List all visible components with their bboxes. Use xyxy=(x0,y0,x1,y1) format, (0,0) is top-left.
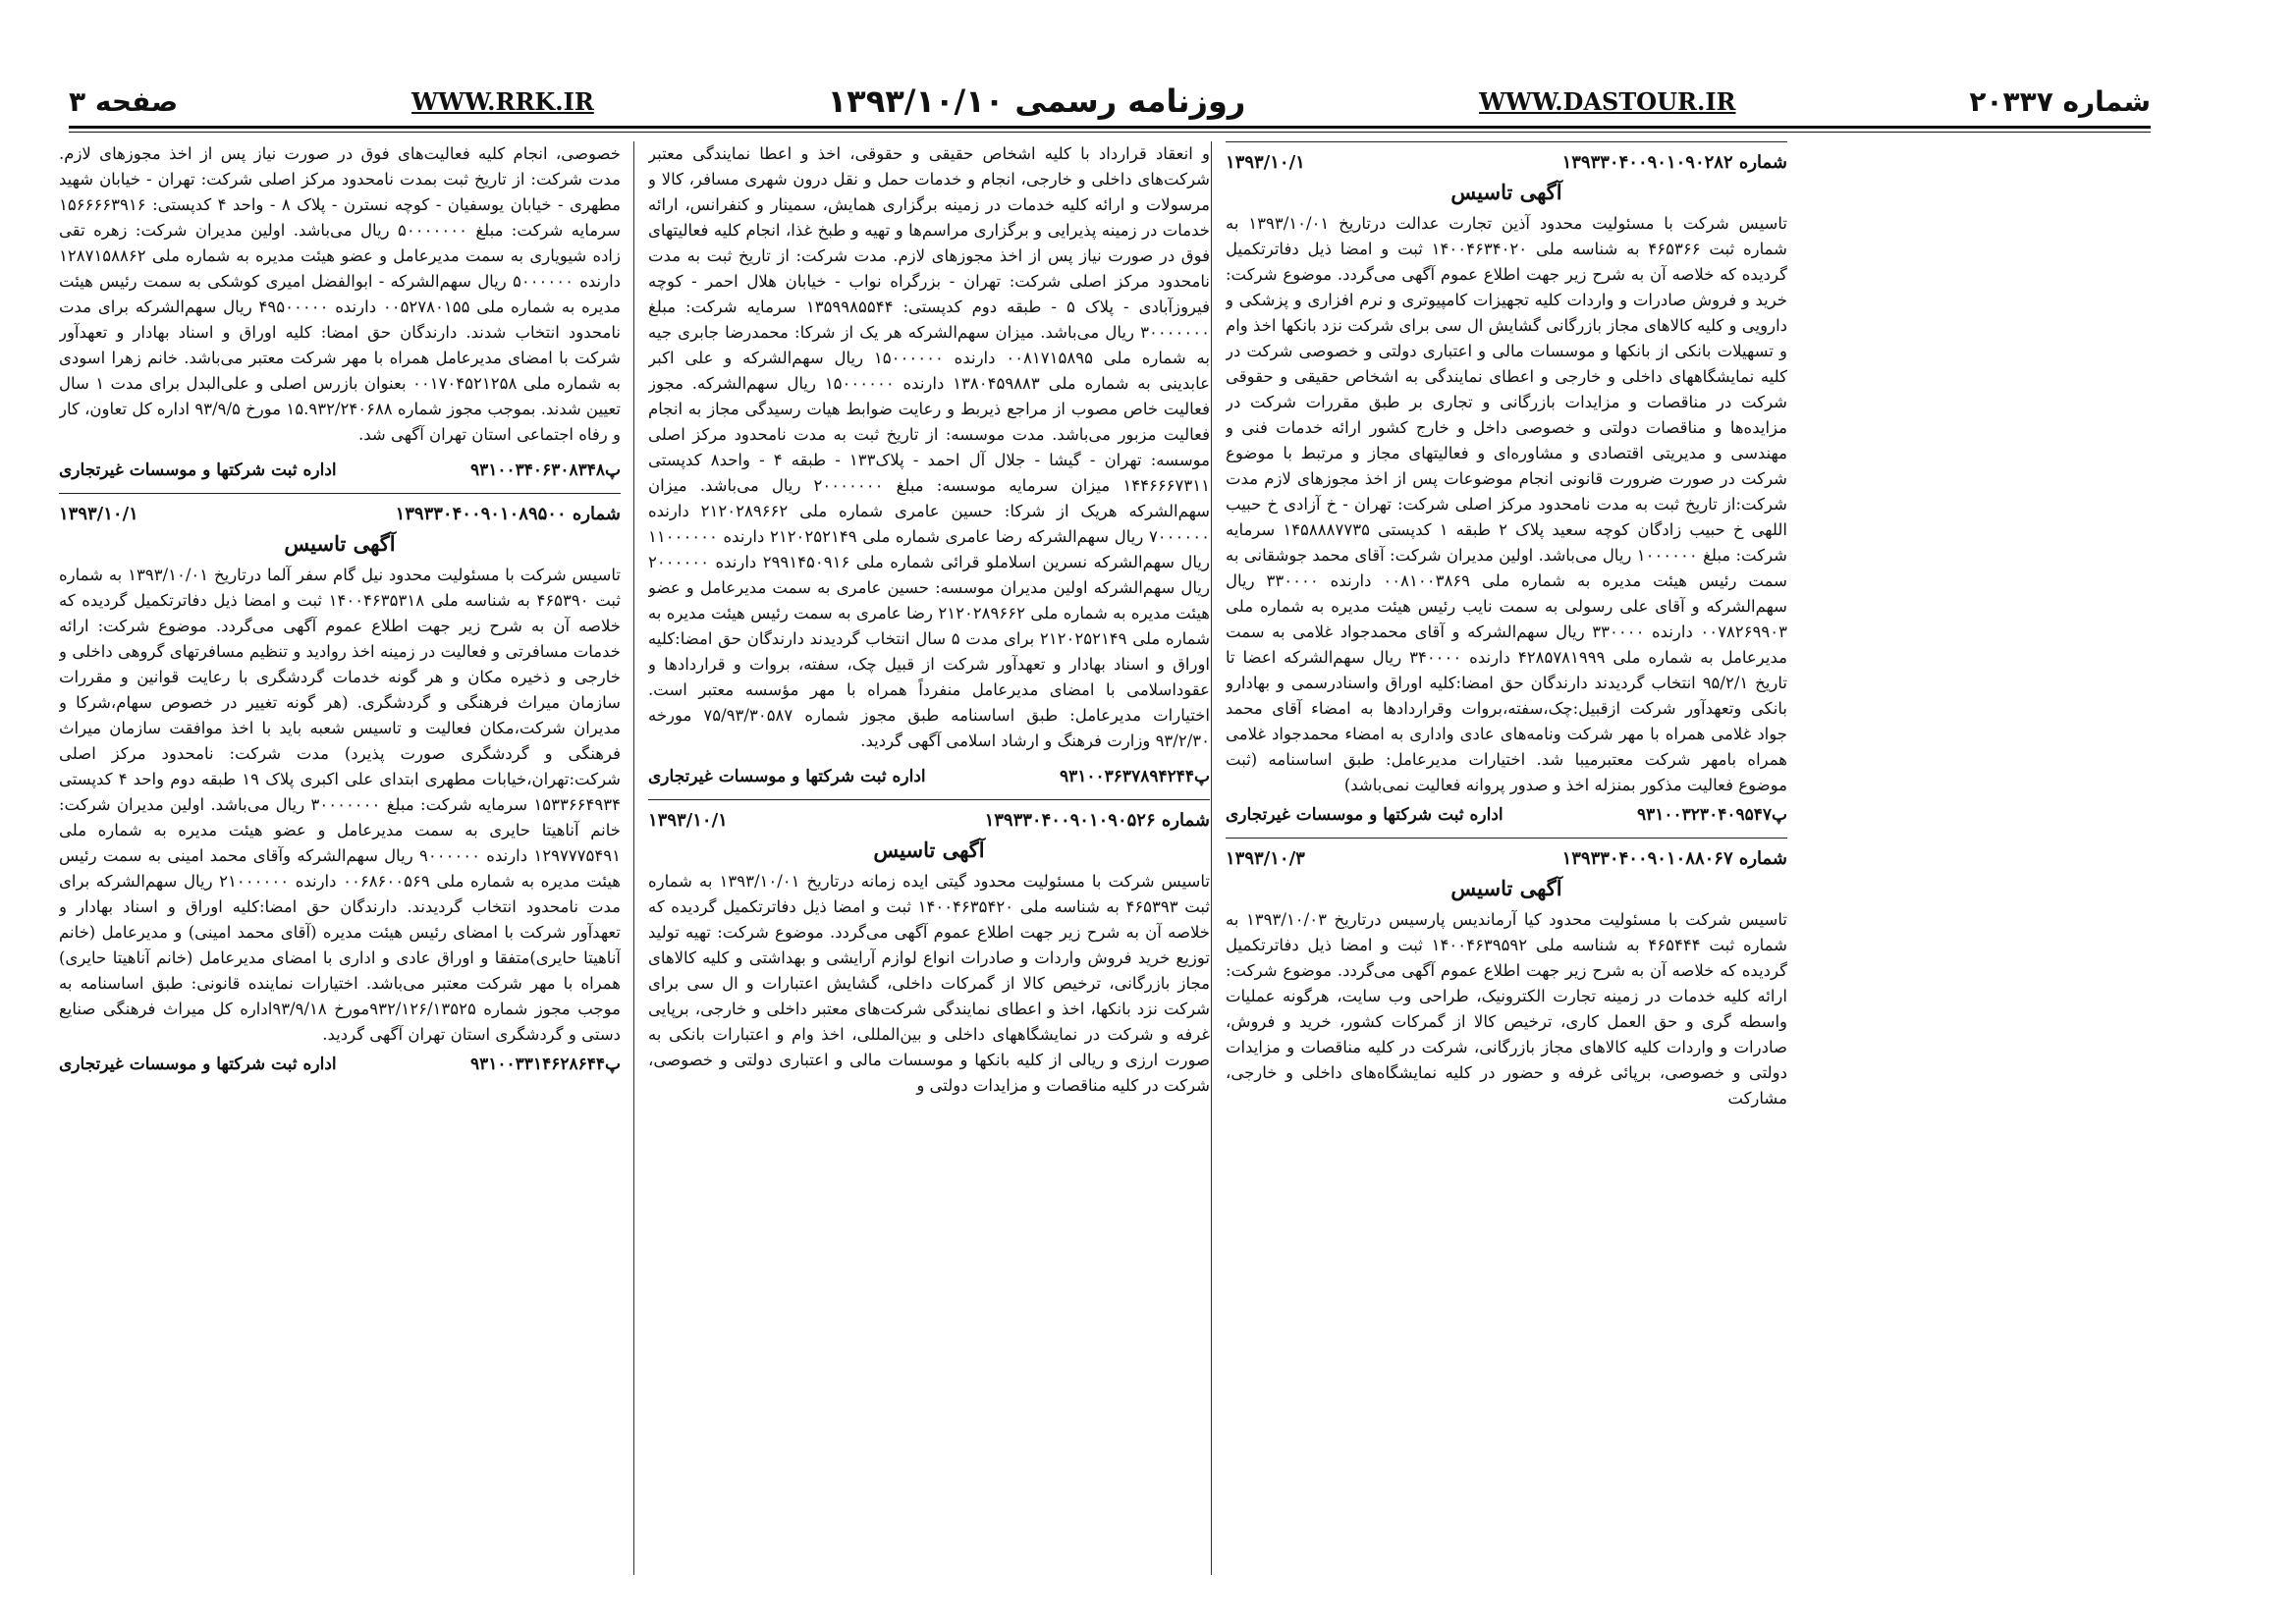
notice-header xyxy=(648,799,1210,834)
notice-body: تاسیس شرکت با مسئولیت محدود گیتی ایده زمانه درتاریخ ۱۳۹۳/۱۰/۰۱ به شماره ثبت ۴۶۵۳۹۳ به شناسه ملی ۱۴۰۰۴۶۳۵۴۲۰ ثبت و امضا ذیل دفاترتکمیل گردیده که خلاصه آن به شرح زیر جهت اطلاع عموم آگهی می‌گردد. موضوع شرکت: تهیه تولید توزیع خرید فروش واردات و صادرات انواع لوازم آرایشی و بهداشتی و کلیه کالاهای مجاز بازرگانی، ترخیص کالا از گمرکات داخلی، گشایش اعتبارات و ال سی برای شرکت نزد بانکها، اخذ و اعطای نمایندگی شرکت‌های معتبر داخلی و خارجی، برپایی غرفه و شرکت در نمایشگاههای داخلی و بین‌المللی، اخذ وام و اعتبارات بانکی به صورت ارزی و ریالی از کلیه بانکها و موسسات مالی و اعتباری دولتی و خصوصی، شرکت در کلیه مناقصات و مزایدات دولتی و xyxy=(648,872,1210,1095)
notice-title: آگهی تاسیس xyxy=(1450,180,1562,204)
site-link-rrk[interactable]: WWW.RRK.IR xyxy=(411,86,594,116)
notice-header xyxy=(59,493,621,527)
notice-header xyxy=(1226,838,1787,872)
notice-title: آگهی تاسیس xyxy=(1450,876,1562,900)
notice xyxy=(1226,141,1787,828)
notice xyxy=(648,799,1210,1099)
notice-body: تاسیس شرکت با مسئولیت محدود آذین تجارت عدالت درتاریخ ۱۳۹۳/۱۰/۰۱ به شماره ثبت ۴۶۵۳۶۶ به شناسه ملی ۱۴۰۰۴۶۳۴۰۲۰ ثبت و امضا ذیل دفاترتکمیل گردیده که خلاصه آن به شرح زیر جهت اطلاع عموم آگهی می‌گردد. موضوع شرکت: خرید و فروش صادرات و واردات کلیه تجهیزات کامپیوتری و نرم افزاری و پزشکی و دارویی و کلیه کالاهای مجاز بازرگانی گشایش ال سی برای شرکت نزد بانکها اخذ وام و تسهیلات بانکی از بانکها و موسسات مالی و اعتباری دولتی و خصوصی شرکت در کلیه نمایشگاههای داخلی و خارجی و اعطای نمایندگی به اشخاص حقیقی و حقوقی شرکت در مناقصات و مزایدات بازرگانی و تجاری بر طبق مقررات شرکت در مزایده‌ها و مناقصات دولتی و خصوصی داخل و خارج کشور ارائه خدمات فنی و مهندسی و مدیریتی اقتصادی و مشاوره‌ای و فعالیتهای مجاز و مرتبط با موضوع شرکت در صورت ضرورت قانونی انجام موضوعات پس از اخذ مجوزهای لازم مدت شرکت:از تاریخ ثبت به مدت نامحدود مرکز اصلی شرکت: تهران - خ آزادی خ حبیب اللهی خ حبیب زادگان کوچه سعید پلاک ۲ طبقه ۱ کدپستی ۱۴۵۸۸۸۷۷۳۵ سرمایه شرکت: مبلغ ۱۰۰۰۰۰۰ ریال می‌باشد. اولین مدیران شرکت: آقای محمد جوشقانی به سمت رئیس هیئت مدیره به شماره ملی ۰۰۸۱۰۰۳۸۶۹ دارنده ۳۳۰۰۰۰ ریال سهم‌الشرکه و آقای علی رسولی به سمت نایب رئیس هیئت مدیره به شماره ملی ۰۰۷۸۲۶۹۹۰۳ دارنده ۳۳۰۰۰۰ ریال سهم‌الشرکه و آقای محمدجواد غلامی به سمت مدیرعامل به شماره ملی ۴۲۸۵۷۸۱۹۹۹ دارنده ۳۴۰۰۰۰ ریال سهم‌الشرکه اعضا تا تاریخ ۹۵/۲/۱ انتخاب گردیدند دارندگان حق امضا:کلیه اوراق واسنادرسمی و بهادارو بانکی وتعهدآور شرکت ازقبیل:چک،سفته،بروات وقراردادها به امضاء آقای محمد جواد غلامی همراه با مهر شرکت ونامه‌های عادی واداری به امضاء محمدجواد غلامی همراه بامهر شرکت معتبرمیبا شد. اختیارات مدیرعامل: طبق اساسنامه (ثبت موضوع فعالیت مذکور بمنزله اخذ و صدور پروانه فعالیت نمی‌باشد) xyxy=(1226,214,1787,794)
header-rule-thin xyxy=(69,132,2151,133)
column-right xyxy=(1226,141,1787,1581)
header-rule xyxy=(69,126,2151,129)
notice-footer xyxy=(59,1052,621,1077)
newspaper-title: روزنامه رسمی ۱۳۹۳/۱۰/۱۰ xyxy=(827,82,1246,120)
column-left xyxy=(59,141,621,1581)
notice-office: اداره ثبت شرکتها و موسسات غیرتجاری xyxy=(1226,805,1503,825)
notice-body: تاسیس شرکت با مسئولیت محدود نیل گام سفر آلما درتاریخ ۱۳۹۳/۱۰/۰۱ به شماره ثبت ۴۶۵۳۹۰ به شناسه ملی ۱۴۰۰۴۶۳۵۳۱۸ ثبت و امضا ذیل دفاترتکمیل گردیده که خلاصه آن به شرح زیر جهت اطلاع عموم آگهی می‌گردد. موضوع شرکت: ارائه خدمات مسافرتی و فعالیت در زمینه اخذ روادید و تنظیم مسافرتهای گروهی داخلی و خارجی و ذخیره مکان و هر گونه خدمات گردشگری با رعایت قوانین و مقررات سازمان میراث فرهنگی و گردشگری. (هر گونه تغییر در خصوص سهام،شرکا و مدیران شرکت،مکان فعالیت و تاسیس شعبه باید با اخذ موافقت سازمان میراث فرهنگی و گردشگری صورت پذیرد) مدت شرکت: نامحدود مرکز اصلی شرکت:تهران،خیابات مطهری ابتدای علی اکبری پلاک ۱۹ طبقه دوم واحد ۴ کدپستی ۱۵۳۳۶۶۴۹۳۴ سرمایه شرکت: مبلغ ۳۰۰۰۰۰۰۰ ریال می‌باشد. اولین مدیران شرکت: خانم آناهیتا حایری به سمت مدیرعامل و عضو هیئت مدیره به شماره ملی ۱۲۹۷۷۷۵۴۹۱ دارنده ۹۰۰۰۰۰۰ ریال سهم‌الشرکه وآقای محمد امینی به سمت رئیس هیئت مدیره به شماره ملی ۰۰۶۸۶۰۰۵۶۹ دارنده ۲۱۰۰۰۰۰۰ ریال سهم‌الشرکه برای مدت نامحدود انتخاب گردیدند. دارندگان حق امضا:کلیه اوراق و اسناد بهادار و تعهدآور شرکت با امضای رئیس هیئت مدیره (آقای محمد امینی) و مدیرعامل (خانم آناهیتا حایری)متفقا و اوراق عادی و اداری با امضای مدیرعامل (خانم آناهیتا حایری) همراه با مهر شرکت معتبر می‌باشد. اختیارات نماینده قانونی: طبق اساسنامه به موجب مجوز شماره ۹۳۲/۱۲۶/۱۳۵۲۵مورخ ۹۳/۹/۱۸اداره کل میراث فرهنگی صنایع دستی و گردشگری استان تهران آگهی گردید. xyxy=(59,566,621,1044)
column-middle xyxy=(648,141,1210,1581)
notice-code: پ۹۳۱۰۰۳۳۱۴۶۲۸۶۴۴ xyxy=(470,1055,621,1074)
notice-code: پ۹۳۱۰۰۳۴۰۶۳۰۸۳۴۸ xyxy=(470,460,621,480)
notice-number: شماره ۱۳۹۳۳۰۴۰۰۹۰۱۰۸۹۵۰۰ xyxy=(395,504,621,524)
site-link-dastour[interactable]: WWW.DASTOUR.IR xyxy=(1479,86,1736,116)
notice xyxy=(59,493,621,1077)
notice-date: ۱۳۹۳/۱۰/۱ xyxy=(648,810,728,831)
page-header xyxy=(69,79,2151,124)
notice-footer xyxy=(1226,802,1787,828)
notice-office: اداره ثبت شرکتها و موسسات غیرتجاری xyxy=(59,1055,337,1074)
notice-code: پ۹۳۱۰۰۳۶۳۷۸۹۴۲۴۴ xyxy=(1060,767,1210,786)
notice-number: شماره ۱۳۹۳۳۰۴۰۰۹۰۱۰۸۸۰۶۷ xyxy=(1561,848,1787,869)
notice-header xyxy=(1226,141,1787,176)
notice-office: اداره ثبت شرکتها و موسسات غیرتجاری xyxy=(648,767,926,786)
notice-date: ۱۳۹۳/۱۰/۱ xyxy=(1226,152,1305,173)
notice xyxy=(1226,838,1787,1111)
column-divider xyxy=(633,141,634,1575)
page-number: صفحه ۳ xyxy=(69,84,179,118)
notice-body: تاسیس شرکت با مسئولیت محدود کیا آرماندیس پارسیس درتاریخ ۱۳۹۳/۱۰/۰۳ به شماره ثبت ۴۶۵۴۴۴ به شناسه ملی ۱۴۰۰۴۶۳۹۵۹۲ ثبت و امضا ذیل دفاترتکمیل گردیده که خلاصه آن به شرح زیر جهت اطلاع عموم آگهی می‌گردد. موضوع شرکت: ارائه کلیه خدمات در زمینه تجارت الکترونیک، طراحی وب سایت، هرگونه عملیات واسطه گری و حق العمل کاری، ترخیص کالا از گمرکات کشور، خرید و فروش، صادرات و واردات کلیه کالاهای مجاز بازرگانی، شرکت در کلیه مناقصات و مزایدات دولتی و خصوصی، برپائی غرفه و حضور در کلیه نمایشگاه‌های داخلی و خارجی، مشارکت xyxy=(1226,910,1787,1108)
column-divider xyxy=(1211,141,1212,1575)
continued-text: و انعقاد قرارداد با کلیه اشخاص حقیقی و حقوقی، اخذ و اعطا نمایندگی معتبر شرکت‌های داخلی و خارجی، انجام و خدمات حمل و نقل درون شهری مسافر، کالا و مرسولات و ارائه کلیه خدمات در زمینه برگزاری همایش، سمینار و کنفرانس، ارائه خدمات در زمینه پذیرایی و برگزاری مراسم‌ها و تهیه و طبخ غذا، انجام کلیه فعالیتهای فوق در صورت نیاز پس از اخذ مجوزهای لازم. مدت شرکت: از تاریخ ثبت به مدت نامحدود مرکز اصلی شرکت: تهران - بزرگراه نواب - خیابان هلال احمر - کوچه فیروزآبادی - پلاک ۵ - طبقه دوم کدپستی: ۱۳۵۹۹۸۵۵۴۴ سرمایه شرکت: مبلغ ۳۰۰۰۰۰۰۰ ریال می‌باشد. میزان سهم‌الشرکه هر یک از شرکا: محمدرضا جابری جیه به شماره ملی ۰۰۸۱۷۱۵۸۹۵ دارنده ۱۵۰۰۰۰۰۰ ریال سهم‌الشرکه و علی اکبر عابدینی به شماره ملی ۱۳۸۰۴۵۹۸۸۳ دارنده ۱۵۰۰۰۰۰۰ ریال سهم‌الشرکه. مجوز فعالیت خاص مصوب از مراجع ذیربط و رعایت ضوابط هیات رسیدگی مجاز به انجام فعالیت مزبور می‌باشد. مدت موسسه: از تاریخ ثبت به مدت نامحدود مرکز اصلی موسسه: تهران - گیشا - جلال آل احمد - پلاک۱۳۳ - طبقه ۴ - واحد۸ کدپستی ۱۴۴۶۶۶۷۳۱۱ میزان سرمایه موسسه: مبلغ ۲۰۰۰۰۰۰۰ ریال می‌باشد. میزان سهم‌الشرکه هریک از شرکا: حسین عامری شماره ملی ۲۱۲۰۲۸۹۶۶۲ دارنده ۷۰۰۰۰۰۰ ریال سهم‌الشرکه رضا عامری شماره ملی ۲۱۲۰۲۵۲۱۴۹ دارنده ۱۱۰۰۰۰۰۰ ریال سهم‌الشرکه نسرین اسلاملو قرائی شماره ملی ۲۹۹۱۴۵۰۹۱۶ دارنده ۲۰۰۰۰۰۰ ریال سهم‌الشرکه اولین مدیران موسسه: حسین عامری به سمت مدیرعامل و عضو هیئت مدیره به شماره ملی ۲۱۲۰۲۸۹۶۶۲ رضا عامری به سمت رئیس هیئت مدیره به شماره ملی ۲۱۲۰۲۵۲۱۴۹ برای مدت ۵ سال انتخاب گردیدند دارندگان حق امضا:کلیه اوراق و اسناد بهادار و تعهدآور شرکت از قبیل چک، سفته، بروات و قراردادها و عقوداسلامی با امضای مدیرعامل منفرداً همراه با مهر مؤسسه معتبر است. اختیارات مدیرعامل: طبق اساسنامه طبق مجوز شماره ۷۵/۹۳/۳۰۵۸۷ مورخه ۹۳/۲/۳۰ وزارت فرهنگ و ارشاد اسلامی آگهی گردید. xyxy=(648,144,1210,750)
notice-footer xyxy=(648,764,1210,789)
notice-date: ۱۳۹۳/۱۰/۱ xyxy=(59,504,138,524)
notice-footer xyxy=(59,458,621,483)
notice-number: شماره ۱۳۹۳۳۰۴۰۰۹۰۱۰۹۰۵۲۶ xyxy=(984,810,1210,831)
continued-text: خصوصی، انجام کلیه فعالیت‌های فوق در صورت نیاز پس از اخذ مجوزهای لازم. مدت شرکت: از تاریخ ثبت بمدت نامحدود مرکز اصلی شرکت: تهران - خیابان شهید مطهری - خیابان یوسفیان - کوچه نسترن - پلاک ۸ - واحد ۴ کدپستی: ۱۵۶۶۶۶۳۹۱۶ سرمایه شرکت: مبلغ ۵۰۰۰۰۰۰۰ ریال می‌باشد. اولین مدیران شرکت: زهره تقی زاده شیویاری به سمت مدیرعامل و عضو هیئت مدیره به شماره ملی ۱۲۸۷۱۵۸۸۶۲ دارنده ۵۰۰۰۰۰۰ ریال سهم‌الشرکه - ابوالفضل امیری کوشکی به سمت رئیس هیئت مدیره به شماره ملی ۰۰۵۲۷۸۰۱۵۵ دارنده ۴۹۵۰۰۰۰۰ ریال سهم‌الشرکه برای مدت نامحدود انتخاب شدند. دارندگان حق امضا: کلیه اوراق و اسناد بهادار و تعهدآور شرکت با امضای مدیرعامل همراه با مهر شرکت معتبر می‌باشد. خانم زهرا اسودی به شماره ملی ۰۰۱۷۰۴۵۲۱۲۵۸ بعنوان بازرس اصلی و علی‌البدل برای مدت ۱ سال تعیین شدند. بموجب مجوز شماره ۱۵.۹۳۲/۲۴۰۶۸۸ مورخ ۹۳/۹/۵ اداره کل تعاون، کار و رفاه اجتماعی استان تهران آگهی شد. xyxy=(59,144,621,444)
notice-office: اداره ثبت شرکتها و موسسات غیرتجاری xyxy=(59,460,337,480)
notice-code: پ۹۳۱۰۰۳۲۳۰۴۰۹۵۴۷ xyxy=(1637,805,1787,825)
notice-date: ۱۳۹۳/۱۰/۳ xyxy=(1226,848,1305,869)
issue-number: شماره ۲۰۳۳۷ xyxy=(1969,84,2151,118)
notice-number: شماره ۱۳۹۳۳۰۴۰۰۹۰۱۰۹۰۲۸۲ xyxy=(1561,152,1787,173)
notice-title: آگهی تاسیس xyxy=(284,531,396,556)
notice-title: آگهی تاسیس xyxy=(873,838,985,862)
